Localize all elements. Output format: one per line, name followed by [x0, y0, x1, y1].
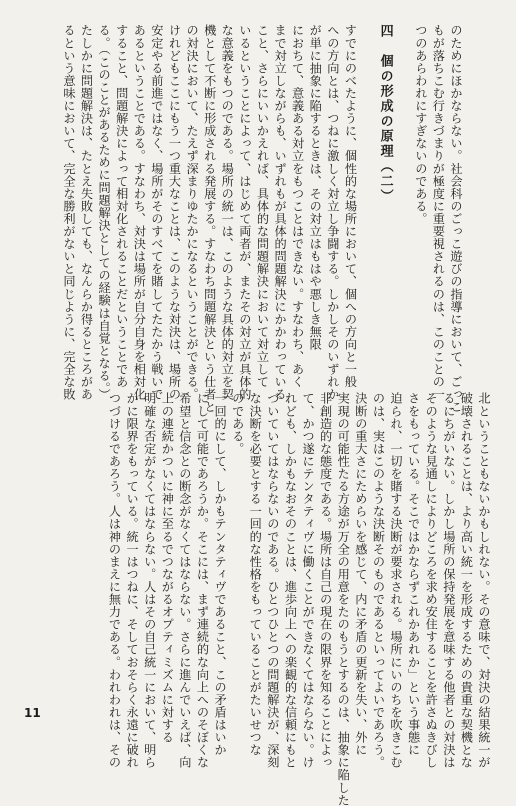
text-line: て、かつ遂にテンタティヴに働くことができなくてはならない。け [301, 392, 316, 769]
page-number: 11 [24, 706, 41, 720]
text-line: るという意味において、完全な勝利がないと同じように、完全な敗 [61, 24, 76, 401]
text-line: への方向とは、つねに激しく対立し争闘する。しかしそのいずれか [325, 24, 340, 401]
text-line: 破壊されることは、より高い統一を形成するための貴重な契機とな [459, 392, 474, 769]
text-line: 希望と信念との断念がなくてはならない。さらに進んでいえば、向 [177, 392, 192, 769]
text-line: 迫られ、一切を賭する決断が要求される。場所にいのちを吹きこむ [389, 392, 404, 769]
section-gap [20, 374, 496, 375]
text-line: 北ということもないかもしれない。その意味で、対決の結果統一が [477, 392, 491, 769]
text-line: つづけるであろう。人は神のまえに無力である。われわれは、その [107, 392, 122, 769]
text-line: さをもっている。そこではかならずこれかあれか」という事態に [406, 392, 421, 756]
text-line: 安定やる前進ではなく、場所がそのすべてを賭してたたかう戦いで [149, 24, 164, 401]
text-line: づいていてはならないのである。ひとつひとつの問題解決が、深刻 [265, 392, 280, 769]
text-line: 機として不断に形成される発展する。すなわち問題解決という仕者と [202, 24, 217, 414]
text-line: 上の連続かついに神に至るでつながるオプティミズムに対する [160, 392, 175, 744]
text-line: たしかに問題解決は、たとえ失敗しても、なんらか得るところがあ [79, 24, 94, 401]
text-line: こと、さらにいいかえれば、具体的な問題解決において対立して [255, 24, 270, 388]
text-line: 一回的にして、しかもテンタティヴであること、この矛盾はいか [213, 392, 228, 756]
text-line: が単に抽象に陥するときは、その対立はもはや悪しき無限 [308, 24, 323, 351]
text-line: もが落ちこむ行きづまりが極度に重要視されるのは、このことの一 [431, 24, 446, 401]
text-line: あるということである。すなわち、対決は場所が自分自身を相対化 [132, 24, 147, 401]
text-line: におちて、意義ある対立をもつことはできない。すなわち、あく [290, 24, 305, 388]
text-line: まで対立しながらも、いずれもが具体的問題解決にかかわっている [273, 24, 288, 401]
text-block-upper [59, 24, 464, 414]
text-line: つのあらわれにすぎないのである。 [413, 24, 428, 225]
text-line: のは、実はこのような決断そのものであるといってよいであろう。 [371, 392, 386, 769]
text-line: にして可能であろうか。そこには、まず連続的な向上へのそぼくな [195, 392, 210, 769]
text-line: るにちがいない。しかし場所の保持発展を意味する他者との対決は [441, 392, 456, 769]
text-line: 実現の可能性たる方途が万全の用意をたのもうとするのは、抽象に陥した [336, 392, 351, 806]
text-line: 明確な否定がなくてはならない。人はその自己統一において、明ら [142, 392, 157, 769]
text-line: すでにのべたように、個性的な場所において、個への方向と一般 [343, 24, 358, 388]
text-line: けれどもここにもう一つ重大なことは、このような対決は、場所の [167, 24, 182, 401]
text-line: な決断を必要とする一回的な性格をもっていることがたいせつな [248, 392, 263, 756]
text-line: 決断の重大さにためらいを感じて、内に矛盾の更新を失い、外に [353, 392, 368, 756]
text-line: かに限界をもっている。統一はつねに、そしておそらく永遠に破れ [125, 392, 140, 769]
text-line: すること、問題解決によって相対化されることだということであ [114, 24, 129, 388]
text-line: る。（このことがあるために問題解決としての経験は自覚となる。） [97, 24, 112, 401]
text-line: 非創造的な態度である。場所は自己の現在の限界を知ることによっ [318, 392, 333, 769]
text-block-lower [105, 392, 492, 806]
section-heading: 四 個の形成の原理（二） [377, 24, 393, 204]
text-line: の対決において、たえず深まりゆたかになるということができる。 [185, 24, 200, 401]
text-line: な意義をもつのである。場所の統一は、このような具体的対立を契 [220, 24, 235, 401]
text-line: のためにほかならない。社会科のごっこ遊びの指導において、ごっこ [449, 24, 463, 414]
text-line: のである。 [230, 392, 245, 455]
text-line: そのような見通しによりどころを求め安住することを許さぬきびし [424, 392, 439, 769]
text-line [394, 24, 412, 358]
text-line: いるということによって、はじめて両者が、またその対立が具体的 [237, 24, 252, 401]
text-line: れども、しかもなおそのことは、進歩向上への楽観的な信頼にもと [283, 392, 298, 769]
text-line [358, 24, 376, 358]
